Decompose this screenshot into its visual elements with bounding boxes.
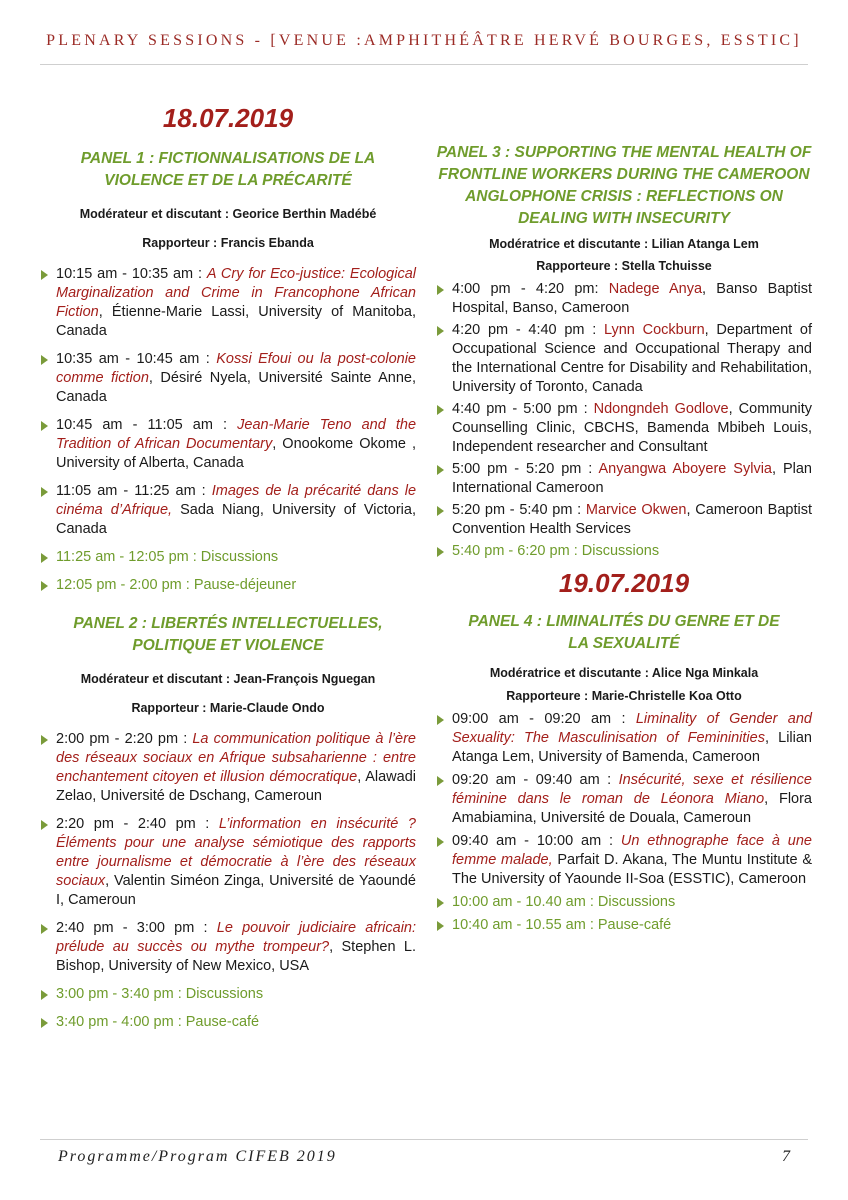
moderator: Modérateur et discutant : Jean-François Nguegan xyxy=(80,672,376,686)
talk-title: Insécurité, sexe et résilience féminine dans le roman de Léonora Miano xyxy=(452,772,812,807)
moderator: Modérateur et discutant : Georice Berthin Madébé xyxy=(79,207,377,221)
date-heading: 19.07.2019 xyxy=(558,568,690,598)
discussion-item: 10:00 am - 10.40 am : Discussions xyxy=(436,893,812,912)
rapporteur: Rapporteur : Marie-Claude Ondo xyxy=(131,701,325,715)
schedule-list xyxy=(40,730,416,1032)
rapporteur: Rapporteur : Francis Ebanda xyxy=(142,236,314,250)
schedule-item: 10:15 am - 10:35 am : A Cry for Eco-justice: Ecological Marginalization and Crime in Francophone African Fiction, Étienne-Marie Lassi, University of Manitoba, Canada xyxy=(40,265,416,341)
panel-title: PANEL 3 : SUPPORTING THE MENTAL HEALTH OF FRONTLINE WORKERS DURING THE CAMEROON ANGLOPHONE CRISIS : REFLECTIONS ON DEALING WITH INSECURITY xyxy=(436,144,812,227)
right-column xyxy=(436,96,812,939)
speaker-name: Nadege Anya xyxy=(608,281,703,297)
schedule-item: 10:45 am - 11:05 am : Jean-Marie Teno and the Tradition of African Documentary, Onookome Okome , University of Alberta, Canada xyxy=(40,416,416,473)
footer-program-title: Programme/Program CIFEB 2019 xyxy=(58,1148,337,1165)
schedule-item: 5:00 pm - 5:20 pm : Anyangwa Aboyere Sylvia, Plan International Cameroon xyxy=(436,460,812,498)
date-heading: 18.07.2019 xyxy=(162,103,294,133)
talk-title: Images de la précarité dans le cinéma d’Afrique, xyxy=(56,483,417,518)
talk-title: L’information en insécurité ? Éléments pour une analyse sémiotique des rapports entre journalisme et démocratie à l’ère des réseaux sociaux xyxy=(56,816,416,889)
speaker-name: Ndongndeh Godlove xyxy=(593,401,729,417)
talk-title: Liminality of Gender and Sexuality: The Masculinisation of Femininities xyxy=(452,711,812,746)
footer-rule xyxy=(40,1139,808,1140)
header-rule xyxy=(40,64,808,65)
discussion-item: 5:40 pm - 6:20 pm : Discussions xyxy=(436,542,812,561)
schedule-item: 2:40 pm - 3:00 pm : Le pouvoir judiciaire africain: prélude au succès ou mythe trompeur?, Stephen L. Bishop, University of New Mexico, USA xyxy=(40,919,416,976)
schedule-item: 4:40 pm - 5:00 pm : Ndongndeh Godlove, Community Counselling Clinic, CBCHS, Bamenda Mbibeh Louis, Independent researcher and Consultant xyxy=(436,400,812,457)
page-number: 7 xyxy=(782,1148,790,1165)
left-column xyxy=(40,96,416,1041)
schedule-item: 09:20 am - 09:40 am : Insécurité, sexe et résilience féminine dans le roman de Léonora Miano, Flora Amabiamina, Université de Douala, Cameroun xyxy=(436,771,812,828)
schedule-item: 5:20 pm - 5:40 pm : Marvice Okwen, Cameroon Baptist Convention Health Services xyxy=(436,501,812,539)
discussion-item: 3:00 pm - 3:40 pm : Discussions xyxy=(40,985,416,1004)
talk-title: Jean-Marie Teno and the Tradition of African Documentary xyxy=(56,417,417,452)
panel-title: PANEL 1 : FICTIONNALISATIONS DE LA VIOLENCE ET DE LA PRÉCARITÉ xyxy=(80,150,376,189)
break-item: 12:05 pm - 2:00 pm : Pause-déjeuner xyxy=(40,576,416,595)
break-item: 10:40 am - 10.55 am : Pause-café xyxy=(436,916,812,935)
rapporteur: Rapporteure : Marie-Christelle Koa Otto xyxy=(506,689,742,703)
schedule-item: 2:00 pm - 2:20 pm : La communication politique à l’ère des réseaux sociaux en Afrique subsaharienne : entre enchantement citoyen et illusion démocratique, Alawadi Zelao, Université de Dschang, Cameroun xyxy=(40,730,416,806)
discussion-item: 11:25 am - 12:05 pm : Discussions xyxy=(40,548,416,567)
schedule-list xyxy=(436,710,812,935)
schedule-item: 4:20 pm - 4:40 pm : Lynn Cockburn, Department of Occupational Science and Occupational Therapy and the International Centre for Disability and Rehabilitation, University of Toronto, Canada xyxy=(436,321,812,397)
schedule-item: 4:00 pm - 4:20 pm: Nadege Anya, Banso Baptist Hospital, Banso, Cameroon xyxy=(436,280,812,318)
speaker-name: Lynn Cockburn xyxy=(603,322,705,338)
moderator: Modératrice et discutante : Alice Nga Minkala xyxy=(489,666,759,680)
schedule-item: 11:05 am - 11:25 am : Images de la précarité dans le cinéma d’Afrique, Sada Niang, University of Victoria, Canada xyxy=(40,482,416,539)
break-item: 3:40 pm - 4:00 pm : Pause-café xyxy=(40,1013,416,1032)
schedule-item: 09:00 am - 09:20 am : Liminality of Gender and Sexuality: The Masculinisation of Femininities, Lilian Atanga Lem, University of Bamenda, Cameroon xyxy=(436,710,812,767)
speaker-name: Marvice Okwen xyxy=(585,502,687,518)
schedule-item: 09:40 am - 10:00 am : Un ethnographe face à une femme malade, Parfait D. Akana, The Muntu Institute & The University of Yaounde II-Soa (ESSTIC), Cameroon xyxy=(436,832,812,889)
schedule-list xyxy=(40,265,416,595)
speaker-name: Anyangwa Aboyere Sylvia xyxy=(598,461,772,477)
talk-title: Le pouvoir judiciaire africain: prélude au succès ou mythe trompeur? xyxy=(56,920,417,955)
talk-title: A Cry for Eco-justice: Ecological Marginalization and Crime in Francophone African Fiction xyxy=(56,266,416,320)
talk-title: La communication politique à l’ère des réseaux sociaux en Afrique subsaharienne : entre enchantement citoyen et illusion démocratique xyxy=(56,731,416,785)
talk-title: Un ethnographe face à une femme malade, xyxy=(452,833,812,868)
panel-title: PANEL 2 : LIBERTÉS INTELLECTUELLES, POLITIQUE ET VIOLENCE xyxy=(73,615,383,654)
page-header: PLENARY SESSIONS - [VENUE :AMPHITHÉÂTRE HERVÉ BOURGES, ESSTIC] xyxy=(46,32,802,49)
panel-title: PANEL 4 : LIMINALITÉS DU GENRE ET DE LA SEXUALITÉ xyxy=(468,613,780,652)
moderator: Modératrice et discutante : Lilian Atanga Lem xyxy=(489,237,759,251)
talk-title: Kossi Efoui ou la post-colonie comme fiction xyxy=(56,351,416,386)
rapporteur: Rapporteure : Stella Tchuisse xyxy=(536,259,712,273)
schedule-list xyxy=(436,280,812,561)
schedule-item: 10:35 am - 10:45 am : Kossi Efoui ou la post-colonie comme fiction, Désiré Nyela, Université Sainte Anne, Canada xyxy=(40,350,416,407)
schedule-item: 2:20 pm - 2:40 pm : L’information en insécurité ? Éléments pour une analyse sémiotique des rapports entre journalisme et démocratie à l’ère des réseaux sociaux, Valentin Siméon Zinga, Université de Yaoundé I, Cameroun xyxy=(40,815,416,910)
